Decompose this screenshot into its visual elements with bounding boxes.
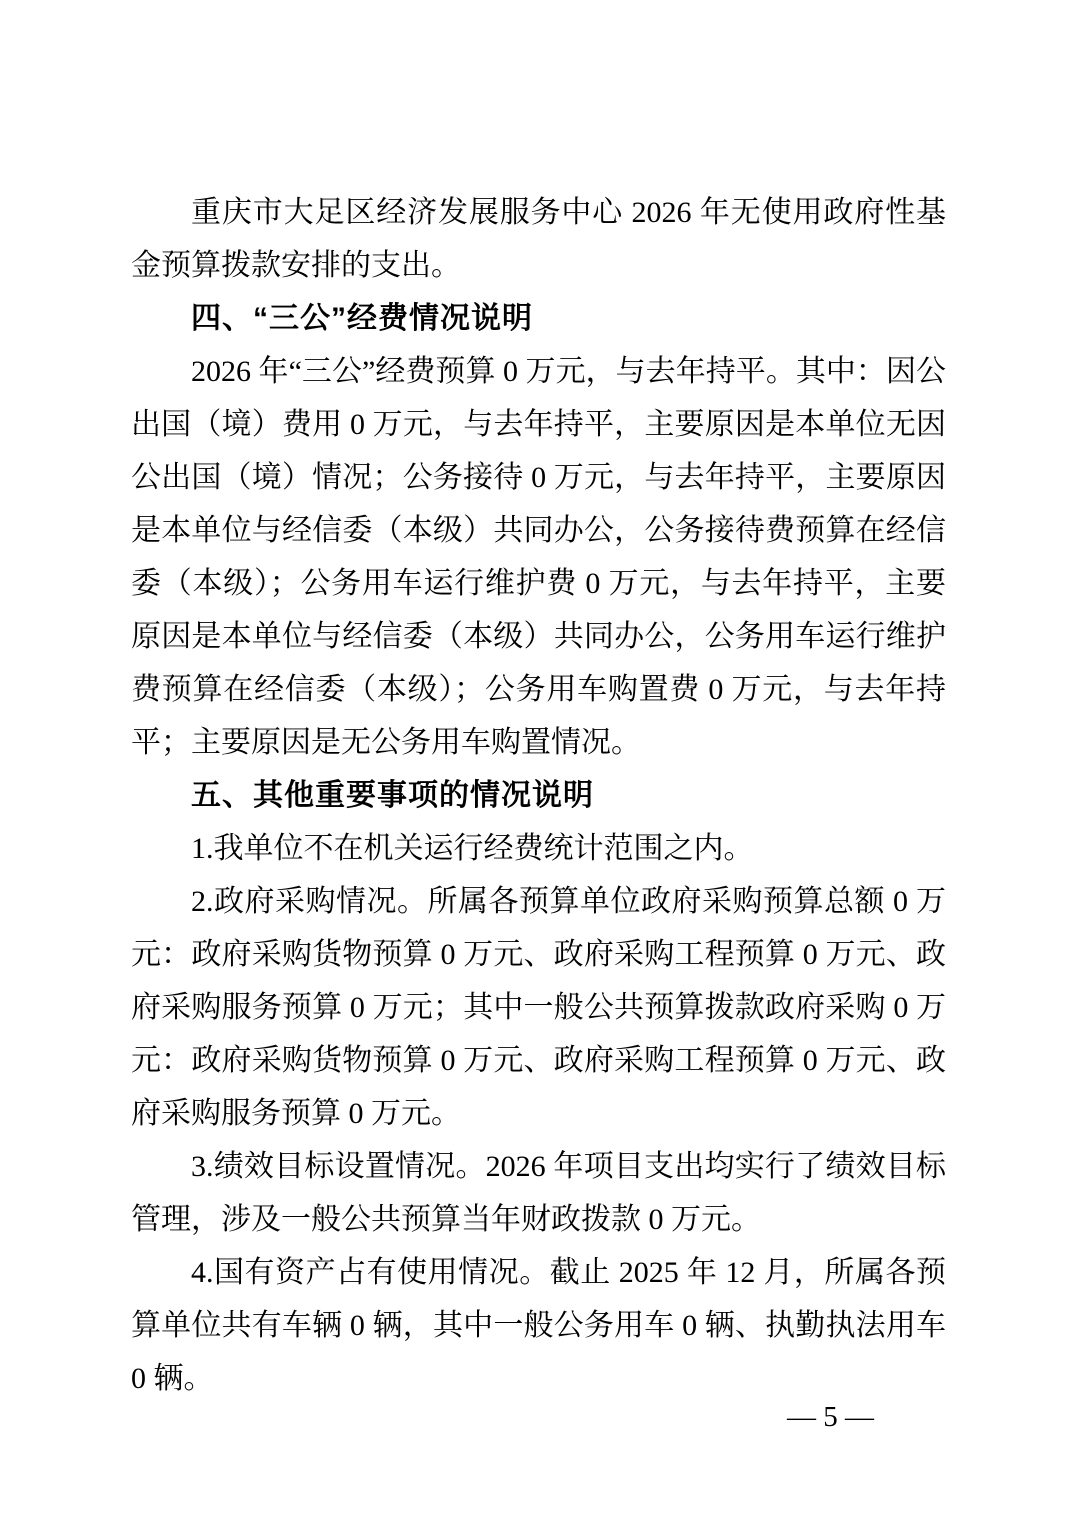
three-public-funds-paragraph: 2026 年“三公”经费预算 0 万元，与去年持平。其中：因公出国（境）费用 0 万元，与去年持平，主要原因是本单位无因公出国（境）情况；公务接待 0 万元，与去年持平，主要原因是本单位与经信委（本级）共同办公，公务接待费预算在经信委（本级）；公务用车运行维护费 0 万元，与去年持平，主要原因是本单位与经信委（本级）共同办公，公务用车运行维护费预算在经信委（本级）；公务用车购置费 0 万元，与去年持平；主要原因是无公务用车购置情况。 — [131, 355, 946, 759]
other-items-paragraph-3: 3.绩效目标设置情况。2026 年项目支出均实行了绩效目标管理，涉及一般公共预算当年财政拨款 0 万元。 — [131, 1150, 946, 1236]
intro-paragraph: 重庆市大足区经济发展服务中心 2026 年无使用政府性基金预算拨款安排的支出。 — [131, 196, 946, 282]
section-five-heading: 五、其他重要事项的情况说明 — [191, 779, 594, 812]
document-body — [131, 186, 946, 1405]
other-items-paragraph-1: 1.我单位不在机关运行经费统计范围之内。 — [191, 832, 754, 865]
other-items-paragraph-4: 4.国有资产占有使用情况。截止 2025 年 12 月，所属各预算单位共有车辆 0 辆，其中一般公务用车 0 辆、执勤执法用车 0 辆。 — [131, 1256, 946, 1395]
page-number: — 5 — — [787, 1401, 874, 1433]
other-items-paragraph-2: 2.政府采购情况。所属各预算单位政府采购预算总额 0 万元：政府采购货物预算 0 万元、政府采购工程预算 0 万元、政府采购服务预算 0 万元；其中一般公共预算拨款政府采购 0 万元：政府采购货物预算 0 万元、政府采购工程预算 0 万元、政府采购服务预算 0 万元。 — [131, 885, 946, 1130]
section-four-heading: 四、“三公”经费情况说明 — [191, 302, 533, 335]
